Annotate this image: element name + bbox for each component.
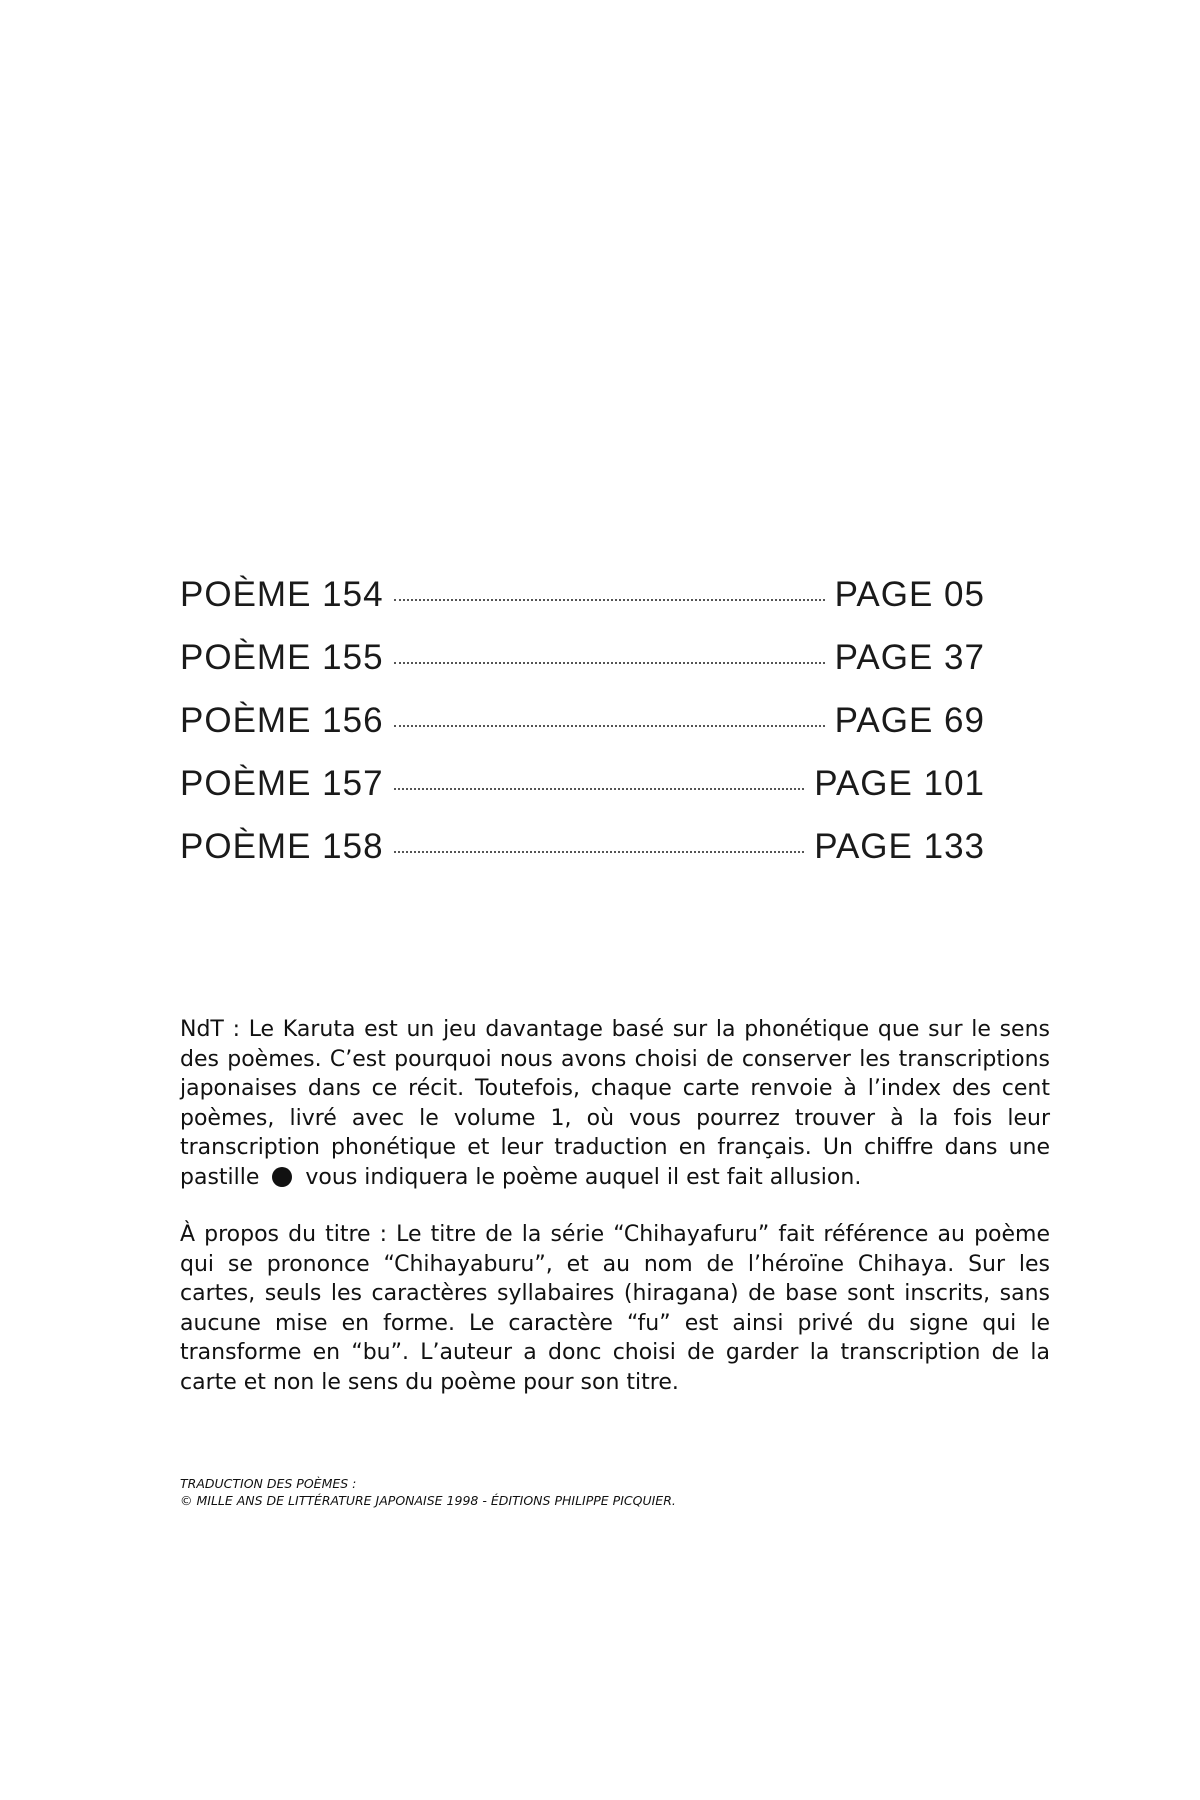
- toc-page-number: PAGE 133: [814, 827, 985, 866]
- ndt-text-part1: NdT : Le Karuta est un jeu davantage basé sur la phonétique que sur le sens des poèmes. C’est pourquoi nous avons choisi de conserver les transcriptions japonaises dans ce récit. Toutefois, chaque carte renvoie à l’index des cent poèmes, livré avec le volume 1, où vous pourrez trouver à la fois leur transcription phonétique et leur traduction en français. Un chiffre dans une pastille: [180, 1017, 1050, 1190]
- toc-poem-label: POÈME 156: [180, 701, 384, 740]
- toc-row[interactable]: [180, 701, 985, 764]
- translation-credits: [180, 1475, 676, 1509]
- translator-notes: [180, 1015, 1050, 1425]
- table-of-contents: [180, 575, 985, 890]
- title-note-paragraph: À propos du titre : Le titre de la série “Chihayafuru” fait référence au poème qui se prononce “Chihayaburu”, et au nom de l’héroïne Chihaya. Sur les cartes, seuls les caractères syllabaires (hiragana) de base sont inscrits, sans aucune mise en forme. Le caractère “fu” est ainsi privé du signe qui le transforme en “bu”. L’auteur a donc choisi de garder la transcription de la carte et non le sens du poème pour son titre.: [180, 1222, 1050, 1395]
- ndt-paragraph: [180, 1015, 1050, 1192]
- toc-poem-label: POÈME 155: [180, 638, 384, 677]
- toc-row[interactable]: [180, 764, 985, 827]
- toc-dot-leader: [394, 725, 825, 727]
- toc-dot-leader: [394, 662, 825, 664]
- toc-dot-leader: [394, 599, 825, 601]
- ndt-text-part2: vous indiquera le poème auquel il est fait allusion.: [298, 1164, 862, 1190]
- toc-poem-label: POÈME 154: [180, 575, 384, 614]
- toc-row[interactable]: [180, 827, 985, 890]
- toc-row[interactable]: [180, 575, 985, 638]
- pastille-icon: [272, 1167, 292, 1187]
- toc-page-number: PAGE 69: [834, 701, 985, 740]
- toc-poem-label: POÈME 158: [180, 827, 384, 866]
- toc-page-number: PAGE 101: [814, 764, 985, 803]
- toc-dot-leader: [394, 788, 805, 790]
- toc-row[interactable]: [180, 638, 985, 701]
- toc-poem-label: POÈME 157: [180, 764, 384, 803]
- credits-line-2: © MILLE ANS DE LITTÉRATURE JAPONAISE 1998 - ÉDITIONS PHILIPPE PICQUIER.: [180, 1493, 676, 1508]
- toc-page-number: PAGE 37: [834, 638, 985, 677]
- credits-line-1: TRADUCTION DES POÈMES :: [180, 1476, 357, 1491]
- toc-dot-leader: [394, 851, 805, 853]
- toc-page-number: PAGE 05: [834, 575, 985, 614]
